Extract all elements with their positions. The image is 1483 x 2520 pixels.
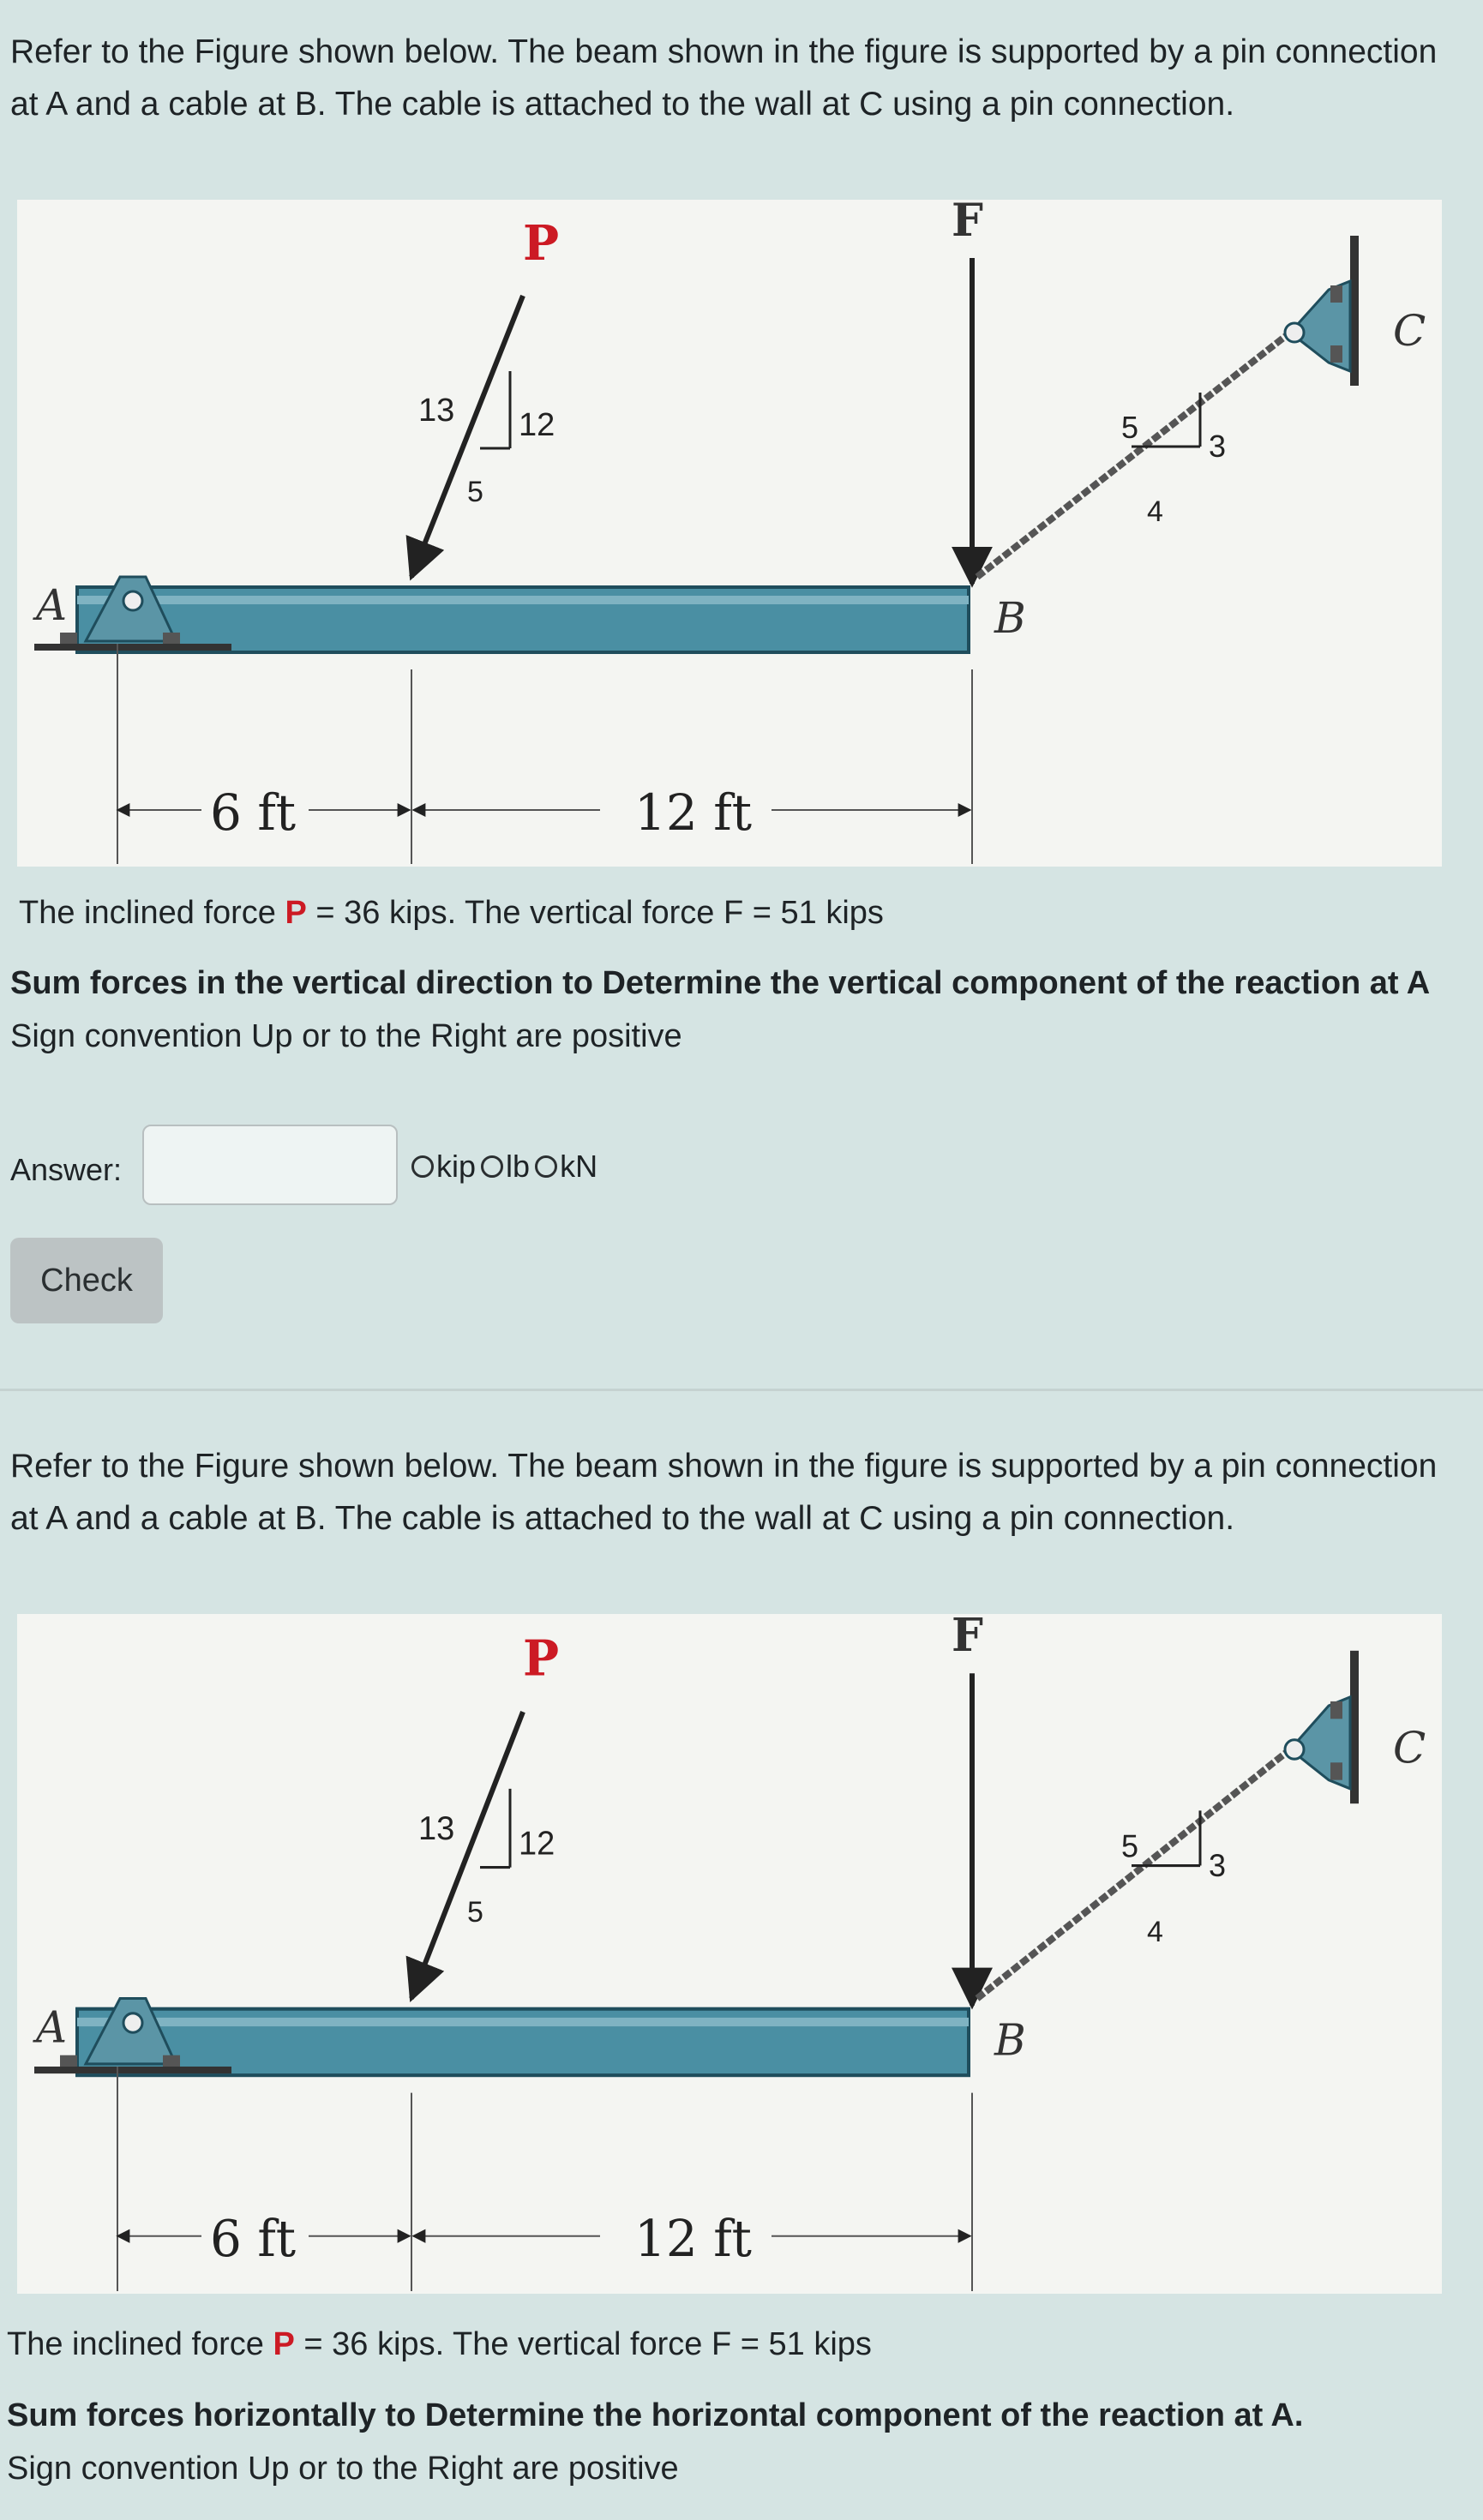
- force-p-arrow: [411, 296, 523, 577]
- label-f: F: [952, 200, 983, 247]
- unit-radio-group: [411, 1149, 597, 1185]
- label-a: A: [36, 580, 68, 630]
- slope-cable-4: 4: [1147, 1915, 1163, 1949]
- dimension-12ft: 12 ft: [634, 2209, 752, 2269]
- slope-p-12: 12: [519, 407, 555, 443]
- dimension-6ft: 6 ft: [210, 2209, 297, 2269]
- unit-radio-lb[interactable]: lb: [481, 1149, 530, 1185]
- question-text: Sum forces horizontally to Determine the horizontal component of the reaction at A. Sign convention Up or to the Right are positive: [7, 2397, 1304, 2487]
- beam-diagram: [17, 200, 1442, 867]
- label-f: F: [952, 1614, 983, 1662]
- problem-intro: Refer to the Figure shown below. The beam shown in the figure is supported by a pin connection at A and a cable at B. The cable is attached to the wall at C using a pin connection.: [10, 1448, 1438, 1537]
- unit-radio-kip[interactable]: kip: [411, 1149, 476, 1185]
- label-c: C: [1393, 1721, 1426, 1773]
- wall-bracket-c: [1285, 236, 1359, 386]
- answer-label: Answer:: [10, 1152, 123, 1187]
- label-b: B: [994, 593, 1026, 643]
- label-c: C: [1393, 306, 1426, 356]
- force-statement: The inclined force P = 36 kips. The vertical force F = 51 kips: [19, 895, 884, 931]
- slope-p-13: 13: [418, 1809, 455, 1848]
- slope-p-13: 13: [418, 393, 455, 429]
- beam-figure: [17, 200, 1442, 867]
- check-button[interactable]: Check: [10, 1238, 163, 1323]
- radio-circle-icon[interactable]: [481, 1155, 503, 1178]
- answer-input[interactable]: [142, 1125, 398, 1205]
- force-statement: The inclined force P = 36 kips. The vertical force F = 51 kips: [7, 2326, 872, 2362]
- slope-p-5: 5: [467, 476, 483, 508]
- slope-cable-3: 3: [1209, 429, 1227, 464]
- radio-circle-icon[interactable]: [411, 1155, 434, 1178]
- label-a: A: [36, 2001, 68, 2053]
- section-divider: [0, 1389, 1483, 1391]
- label-p: P: [523, 215, 560, 272]
- question-text: Sum forces in the vertical direction to Determine the vertical component of the reaction at A Sign convention Up or to the Right are positive: [10, 965, 1431, 1054]
- unit-radio-kn[interactable]: kN: [535, 1149, 597, 1185]
- slope-p-12: 12: [519, 1824, 555, 1863]
- force-p-arrow: [411, 1712, 523, 1998]
- radio-circle-icon[interactable]: [535, 1155, 557, 1178]
- slope-cable-3: 3: [1209, 1847, 1227, 1883]
- slope-cable-5: 5: [1121, 410, 1139, 445]
- cable: [977, 1749, 1290, 1998]
- slope-p-5: 5: [467, 1895, 483, 1929]
- label-b: B: [994, 2014, 1026, 2066]
- label-p: P: [523, 1629, 560, 1688]
- beam-figure: [17, 1614, 1442, 2294]
- beam-diagram: [17, 1614, 1442, 2294]
- slope-cable-4: 4: [1147, 495, 1163, 528]
- problem-intro: Refer to the Figure shown below. The beam shown in the figure is supported by a pin connection at A and a cable at B. The cable is attached to the wall at C using a pin connection.: [10, 33, 1438, 123]
- dimension-12ft: 12 ft: [634, 783, 753, 842]
- slope-cable-5: 5: [1121, 1828, 1139, 1864]
- wall-bracket-c: [1285, 1651, 1359, 1803]
- cable: [977, 333, 1290, 577]
- dimension-6ft: 6 ft: [210, 783, 297, 842]
